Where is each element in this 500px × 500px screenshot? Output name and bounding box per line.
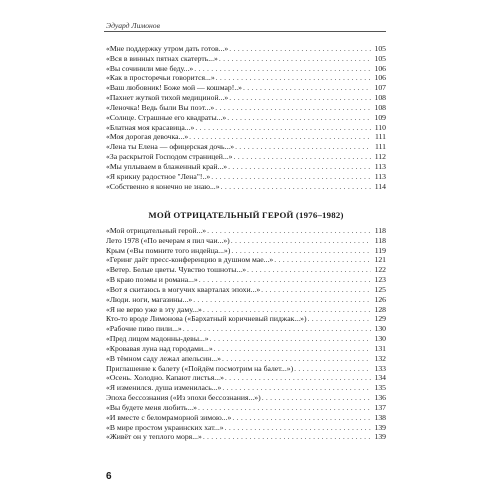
dot-leader (210, 334, 371, 344)
toc-entry (106, 413, 386, 423)
toc-entry-title: «Вся в винных пятнах скатерть...» (106, 53, 218, 63)
toc-entry (106, 373, 386, 383)
toc-entry-title: Лето 1978 («По вечерам я пил чаи...») (106, 235, 230, 245)
toc-entry-title: «И вместе с беломраморной зимою...» (106, 412, 232, 422)
toc-entry-page: 134 (374, 373, 386, 383)
dot-leader (225, 373, 371, 383)
section-title: МОЙ ОТРИЦАТЕЛЬНЫЙ ГЕРОЙ (1976–1982) (148, 210, 344, 220)
toc-entry (106, 103, 386, 113)
toc-entry-page: 122 (374, 265, 386, 275)
dot-leader (294, 364, 371, 374)
toc-entry-title: «Как в просторечьи говорится...» (106, 73, 215, 83)
toc-entry (106, 364, 386, 374)
toc-entry-page: 118 (374, 235, 386, 245)
toc-entry (106, 44, 386, 54)
toc-entry (106, 344, 386, 354)
dot-leader (308, 314, 371, 324)
dot-leader (227, 113, 371, 123)
toc-entry-title: «Пахнет жуткой тихой медициной...» (106, 93, 229, 103)
toc-entry-title: «Лена ты Елена — офицерская дочь...» (106, 142, 235, 152)
toc-entry-page: 118 (374, 226, 386, 235)
toc-entry (106, 334, 386, 344)
toc-entry-page: 106 (374, 73, 386, 83)
dot-leader (247, 265, 371, 275)
dot-leader (234, 152, 371, 162)
toc-entry (106, 226, 386, 236)
toc-entry-page: 126 (374, 294, 386, 304)
dot-leader (225, 423, 371, 433)
dot-leader (203, 432, 371, 442)
toc-entry (106, 132, 386, 142)
dot-leader (231, 236, 371, 246)
dot-leader (193, 295, 371, 305)
toc-entry-title: Крым («Вы помните того индейца...») (106, 245, 231, 255)
toc-entry (106, 73, 386, 83)
toc-entry-page: 130 (374, 334, 386, 344)
toc-entry-page: 107 (374, 83, 386, 93)
toc-entry (106, 142, 386, 152)
dot-leader (262, 393, 371, 403)
dot-leader (203, 305, 371, 315)
dot-leader (194, 64, 371, 74)
toc-entry-title: «Я не верю уже в эту даму...» (106, 304, 202, 314)
toc-entry-title: «Живёт он у теплого моря...» (106, 432, 202, 442)
toc-entry-title: «Блатная моя красавица...» (106, 122, 195, 132)
toc-entry (106, 54, 386, 64)
toc-entry-page: 119 (374, 245, 386, 255)
toc-entry-title: «Вы сочинили мне беду...» (106, 63, 194, 73)
toc-entry-title: «За раскрытой Господом страницей...» (106, 152, 233, 162)
toc-entry (106, 403, 386, 413)
toc-entry-title: Эпоха бессознания («Из эпохи бессознания...») (106, 393, 261, 403)
toc-entry (106, 246, 386, 256)
toc-entry-page: 105 (374, 44, 386, 53)
dot-leader (211, 172, 371, 182)
toc-entry-title: «В тёмном саду лежал апельсин...» (106, 353, 221, 363)
toc-entry (106, 423, 386, 433)
toc-entry (106, 113, 386, 123)
dot-leader (274, 255, 371, 265)
toc-entry-page: 136 (374, 393, 386, 403)
toc-entry-page: 139 (374, 432, 386, 442)
toc-entry-title: «Вот я скитаюсь в могучих кварталах эпохи...» (106, 284, 261, 294)
toc-entry (106, 64, 386, 74)
toc-entry-title: «Осень. Холодно. Капают листья...» (106, 373, 224, 383)
toc-entry-page: 132 (374, 353, 386, 363)
toc-entry (106, 354, 386, 364)
toc-entry (106, 432, 386, 442)
toc-entry-page: 111 (375, 132, 386, 142)
toc-entry-page: 106 (374, 63, 386, 73)
toc-list-part2 (106, 226, 386, 442)
toc-entry-page: 105 (374, 53, 386, 63)
toc-entry (106, 285, 386, 295)
dot-leader (221, 182, 371, 192)
dot-leader (189, 132, 371, 142)
toc-entry (106, 275, 386, 285)
toc-entry-page: 137 (374, 402, 386, 412)
toc-entry-title: «Геринг даёт пресс-конференцию в душном мае...» (106, 255, 274, 265)
toc-entry-title: «Я изменился. душа изменилась...» (106, 383, 222, 393)
toc-entry (106, 83, 386, 93)
toc-entry-page: 135 (374, 383, 386, 393)
dot-leader (235, 142, 371, 152)
toc-entry-title: «Солнце. Страшные его квадраты...» (106, 112, 227, 122)
toc-entry-page: 128 (374, 304, 386, 314)
toc-entry (106, 305, 386, 315)
dot-leader (183, 324, 371, 334)
toc-entry-title: «Мой отрицательный герой...» (106, 226, 207, 235)
dot-leader (229, 44, 371, 54)
toc-entry-title: Кто-то вроде Лимонова («Бархатный коричневый пиджак...») (106, 314, 307, 324)
toc-entry (106, 393, 386, 403)
dot-leader (261, 285, 371, 295)
dot-leader (215, 103, 371, 113)
page-number: 6 (106, 471, 112, 482)
toc-entry (106, 314, 386, 324)
toc-entry-page: 130 (374, 324, 386, 334)
dot-leader (243, 83, 371, 93)
toc-entry-title: «Ветер. Белые цветы. Чувство тошноты...» (106, 265, 247, 275)
toc-entry-title: «Ваш любовник! Боже мой — кошмар!..» (106, 83, 243, 93)
dot-leader (228, 162, 371, 172)
toc-entry-title: «Вы будете меня любить...» (106, 402, 197, 412)
toc-entry-title: Приглашение к балету («Пойдём посмотрим на балет...») (106, 363, 294, 373)
toc-entry-title: «В мире простом украинских хат...» (106, 422, 224, 432)
toc-entry (106, 172, 386, 182)
toc-entry (106, 383, 386, 393)
dot-leader (222, 383, 371, 393)
toc-list-part1 (106, 44, 386, 191)
toc-entry-page: 112 (374, 152, 386, 162)
toc-entry-page: 109 (374, 112, 386, 122)
toc-entry (106, 93, 386, 103)
dot-leader (229, 93, 371, 103)
running-head: Эдуард Лимонов (106, 21, 160, 30)
dot-leader (219, 54, 371, 64)
toc-entry (106, 182, 386, 192)
toc-entry-title: «Рабочие пиво пили...» (106, 324, 182, 334)
toc-entry-title: «Собственно я конечно не знаю...» (106, 181, 220, 191)
toc-entry-title: «Кровавая луна над городами...» (106, 343, 213, 353)
toc-entry (106, 162, 386, 172)
toc-entry-page: 111 (375, 142, 386, 152)
toc-entry-page: 138 (374, 412, 386, 422)
dot-leader (198, 403, 371, 413)
toc-entry-page: 113 (374, 171, 386, 181)
toc-entry-page: 133 (374, 363, 386, 373)
header-rule (104, 31, 386, 32)
toc-entry-title: «Леночка! Ведь были Вы поэт...» (106, 102, 215, 112)
toc-entry-page: 125 (374, 284, 386, 294)
toc-entry-page: 108 (374, 102, 386, 112)
toc-entry-title: «Я крикну радостное "Лена"!..» (106, 171, 211, 181)
toc-entry-page: 131 (374, 343, 386, 353)
toc-entry-page: 139 (374, 422, 386, 432)
toc-entry-title: «Мне поддержку утром дать готов...» (106, 44, 229, 53)
toc-entry-title: «Мы уплываем в блаженный край...» (106, 161, 228, 171)
toc-entry-page: 113 (374, 161, 386, 171)
dot-leader (207, 226, 371, 236)
toc-entry (106, 236, 386, 246)
toc-entry (106, 255, 386, 265)
toc-entry (106, 295, 386, 305)
toc-entry (106, 324, 386, 334)
dot-leader (195, 123, 371, 133)
dot-leader (231, 246, 371, 256)
toc-entry (106, 152, 386, 162)
toc-entry-title: «В краю поэмы и романа...» (106, 275, 198, 285)
toc-entry-page: 114 (374, 181, 386, 191)
toc-entry-title: «Пред лицом мадонны-девы...» (106, 334, 209, 344)
dot-leader (222, 354, 371, 364)
toc-entry (106, 265, 386, 275)
toc-entry-page: 121 (374, 255, 386, 265)
toc-entry-title: «Моя дорогая девочка...» (106, 132, 189, 142)
toc-entry-title: «Люди. ноги, магазины...» (106, 294, 193, 304)
toc-entry-page: 129 (374, 314, 386, 324)
toc-entry-page: 108 (374, 93, 386, 103)
toc-entry-page: 110 (374, 122, 386, 132)
dot-leader (216, 73, 371, 83)
dot-leader (199, 275, 371, 285)
toc-entry-page: 123 (374, 275, 386, 285)
dot-leader (214, 344, 371, 354)
dot-leader (232, 413, 371, 423)
toc-entry (106, 123, 386, 133)
